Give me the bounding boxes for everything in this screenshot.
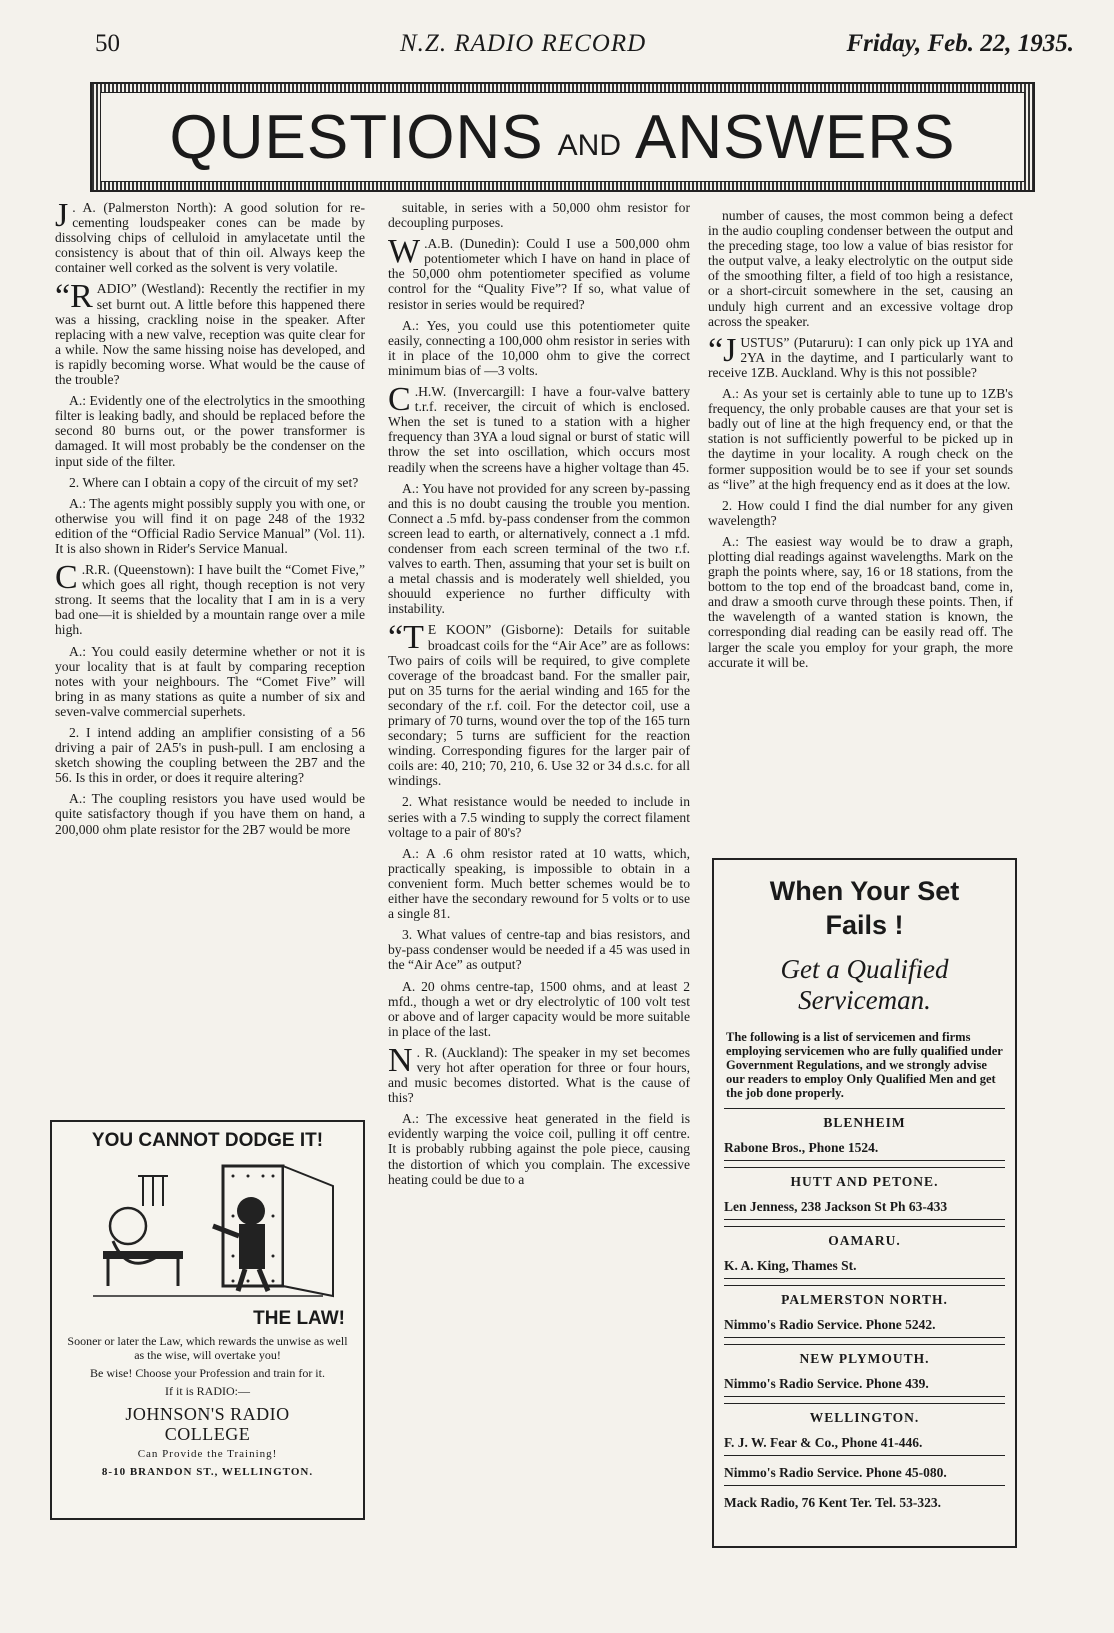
ad-service-headline-1: When Your Set: [769, 876, 960, 906]
paragraph-text: suitable, in series with a 50,000 ohm resistor for decoupling purposes.: [388, 200, 690, 231]
ad-service-subhead-2: Serviceman.: [798, 985, 931, 1015]
article-paragraph: [55, 644, 365, 719]
paragraph-text: A.: A .6 ohm resistor rated at 10 watts, which, practically speaking, is impossible to obtain in a convenient form. Much better schemes would be to either have the secondary rewound for 5 volts or to use a single 81.: [388, 845, 690, 922]
town-heading: PALMERSTON NORTH.: [724, 1285, 1005, 1308]
article-paragraph: [388, 1041, 690, 1106]
qualified-serviceman-ad: [712, 858, 1017, 1548]
paragraph-text: 2. I intend adding an amplifier consisting of a 56 driving a pair of 2A5's in push-pull. I am enclosing a sketch showing the coupling between the 2B7 and the 56. Is this in order, or does it require altering?: [55, 725, 365, 786]
article-paragraph: [55, 278, 365, 388]
article-paragraph: [388, 794, 690, 839]
paragraph-text: A.: Yes, you could use this potentiometer quite easily, connecting a 100,000 ohm resistor in series with it in place of the 10,000 ohm to give the correct minimum bias of —3 volts.: [388, 317, 690, 378]
article-paragraph: [388, 200, 690, 230]
article-paragraph: [55, 496, 365, 556]
page-number: 50: [95, 30, 120, 57]
ad-college-body-1: Sooner or later the Law, which rewards the unwise as well as the wise, will overtake you!: [67, 1334, 348, 1362]
article-paragraph: [388, 979, 690, 1039]
paragraph-text: A.: The agents might possibly supply you with one, or otherwise you will find it on page 248 of the 1932 edition of the “Official Radio Service Manual” (Vol. 11). It is also shown in Rider's Service Manual.: [55, 495, 365, 556]
ad-service-intro: The following is a list of servicemen and firms employing servicemen who are fully qualified under Government Regulations, and we strongly advise our readers to employ Only Qualified Men and get the job done properly.: [726, 1030, 1003, 1100]
town-heading: WELLINGTON.: [724, 1403, 1005, 1426]
paragraph-text: .A.B. (Dunedin): Could I use a 500,000 ohm potentiometer which I have on hand in place of the 50,000 ohm potentiometer specified as volume control for the “Quality Five”? If so, what value of resistor in series would be required?: [388, 236, 690, 312]
paragraph-text: A.: You have not provided for any screen by-passing and this is no doubt causing the trouble you mention. Connect a .5 mfd. by-pass condenser from the common screen lead to earth, or alternatively, connect a .1 mfd. condenser from each screen terminal of the two r.f. valves to earth. Then, assuming that your set is built on a metal chassis and is moderately well shielded, you shouuld experience no further difficulty with instability.: [388, 480, 690, 617]
paragraph-text: . A. (Palmerston North): A good solution for re-cementing loudspeaker cones can be made by dissolving chips of celluloid in amylacetate until the consistency is about that of thin oil. Always keep the container well corked as the solvent is very volatile.: [55, 200, 365, 276]
paragraph-text: A.: As your set is certainly able to tune up to 1ZB's frequency, the only probable causes are that your set is badly out of line at the high frequency end, or that the station is not sufficiently powerful to be picked up in the daytime in your locality. A rough check on the former supposition would be to see if your set sounds as “live” at the high frequency end as it does at the low.: [708, 386, 1013, 492]
drop-cap: “J: [708, 331, 737, 369]
paragraph-text: 2. What resistance would be needed to include in series with a 7.5 winding to supply the correct filament voltage to a pair of 80's?: [388, 794, 690, 840]
article-paragraph: [55, 475, 365, 490]
article-paragraph: [388, 927, 690, 972]
paragraph-text: 3. What values of centre-tap and bias resistors, and by-pass condenser would be needed if a 45 was used in the “Air Ace” as output?: [388, 927, 690, 973]
drop-cap: “R: [55, 278, 93, 316]
dealer-entry: Rabone Bros., Phone 1524.: [724, 1131, 1005, 1161]
ad-service-headline-2: Fails !: [825, 910, 904, 940]
ad-college-name-1: JOHNSON'S RADIO: [125, 1404, 290, 1424]
drop-cap: C: [388, 381, 411, 419]
town-heading: HUTT AND PETONE.: [724, 1167, 1005, 1190]
banner-word-and: AND: [557, 129, 622, 162]
ad-college-body-3: If it is RADIO:—: [165, 1384, 250, 1398]
banner-word-questions: QUESTIONS: [169, 102, 544, 172]
dealer-entry: Len Jenness, 238 Jackson St Ph 63-433: [724, 1190, 1005, 1220]
article-paragraph: [388, 1111, 690, 1186]
ad-college-headline: YOU CANNOT DODGE IT!: [91, 1130, 324, 1151]
drop-cap: “T: [388, 619, 424, 657]
dealer-directory: [724, 1108, 1005, 1515]
article-paragraph: [388, 318, 690, 378]
paragraph-text: .H.W. (Invercargill: I have a four-valve battery t.r.f. receiver, the circuit of which is enclosed. When the set is tuned to a station with a higher frequency than 3YA a loud signal or burst of static will throw the set into oscillation, which occurs most readily when the screens have a higher voltage than 45.: [388, 384, 690, 475]
article-paragraph: [55, 559, 365, 638]
banner-inner: [100, 92, 1025, 182]
dealer-entry: Mack Radio, 76 Kent Ter. Tel. 53-323.: [724, 1495, 942, 1510]
banner-word-answers: ANSWERS: [635, 102, 956, 172]
town-heading: OAMARU.: [724, 1226, 1005, 1249]
dealer-entry: F. J. W. Fear & Co., Phone 41-446.: [724, 1426, 1005, 1456]
paragraph-text: 2. How could I find the dial number for any given wavelength?: [708, 497, 1013, 528]
article-paragraph: [55, 791, 365, 836]
ad-service-subhead-1: Get a Qualified: [780, 954, 949, 984]
article-paragraph: [708, 498, 1013, 528]
article-paragraph: [388, 233, 690, 312]
ad-college-name-2: COLLEGE: [164, 1424, 251, 1444]
paragraph-text: USTUS” (Putaruru): I can only pick up 1YA and 2YA in the daytime, and I particularly want to receive 1ZB. Auckland. Why is this not possible?: [708, 334, 1013, 380]
town-heading: BLENHEIM: [724, 1108, 1005, 1131]
paragraph-text: A.: Evidently one of the electrolytics in the smoothing filter is leaking badly, and should be replaced before the second 80 burns out, or the power transformer is damaged. It will most probably be the condenser on the input side of the filter.: [55, 393, 365, 469]
drop-cap: W: [388, 233, 421, 271]
ad-college-body-2: Be wise! Choose your Profession and train for it.: [90, 1366, 325, 1380]
drop-cap: C: [55, 559, 78, 597]
ad-college-address: 8-10 BRANDON ST., WELLINGTON.: [101, 1466, 314, 1478]
article-paragraph: [708, 208, 1013, 329]
drop-cap: N: [388, 1041, 413, 1079]
ad-college-tagline: Can Provide the Training!: [137, 1448, 278, 1460]
article-column-2: [388, 200, 690, 1193]
cartoon-illustration: [73, 1156, 343, 1306]
article-column-3: [708, 208, 1013, 676]
paragraph-text: 2. Where can I obtain a copy of the circuit of my set?: [69, 474, 359, 490]
drop-cap: J: [55, 197, 69, 234]
article-paragraph: [388, 381, 690, 475]
article-column-1: [55, 197, 365, 843]
dealer-entry: Nimmo's Radio Service. Phone 45-080.: [724, 1456, 1005, 1486]
article-paragraph: [708, 534, 1013, 670]
paragraph-text: E KOON” (Gisborne): Details for suitable broadcast coils for the “Air Ace” are as follows: Two pairs of coils will be required, to give complete coverage of the broadcast band. For the smaller pair, put on 35 turns for the aerial winding and 165 for the secondary of the r.f. coil. For the detector coil, use a primary of 70 turns, wound over the top of the 165 turn secondary; 5 turns are sufficient for the reaction winding. Corresponding figures for the larger pair of coils are: 40, 210; 70, 210, 6. Use 32 or 34 d.s.c. for all windings.: [388, 622, 690, 789]
article-paragraph: [708, 386, 1013, 492]
paragraph-text: A.: The excessive heat generated in the field is evidently warping the voice coil, pulling it off centre. It is probably rubbing against the pole piece, causing the distortion of which you complain. The excessive heating could be due to a: [388, 1111, 690, 1187]
paragraph-text: . R. (Auckland): The speaker in my set becomes very hot after operation for three or four hours, and music becomes distorted. What is the cause of this?: [388, 1044, 690, 1106]
johnsons-radio-college-ad: [50, 1120, 365, 1520]
article-paragraph: [388, 481, 690, 617]
article-paragraph: [55, 725, 365, 785]
page-header: [95, 30, 1074, 64]
paragraph-text: A.: You could easily determine whether or not it is your locality that is at fault by comparing reception notes with your neighbours. The “Comet Five” will bring in as many stations as quite a number of six and seven-valve commercial superhets.: [55, 643, 365, 719]
paragraph-text: A. 20 ohms centre-tap, 1500 ohms, and at least 2 mfd., though a wet or dry electrolytic of 100 volt test or above and of larger capacity would be more suitable in place of the last.: [388, 978, 690, 1039]
dealer-entry: Nimmo's Radio Service. Phone 439.: [724, 1367, 1005, 1397]
article-paragraph: [388, 619, 690, 789]
town-heading: NEW PLYMOUTH.: [724, 1344, 1005, 1367]
ad-college-caption: THE LAW!: [253, 1308, 345, 1329]
article-paragraph: [55, 393, 365, 468]
publication-title: N.Z. RADIO RECORD: [400, 30, 647, 57]
issue-date: Friday, Feb. 22, 1935.: [846, 30, 1074, 57]
paragraph-text: .R.R. (Queenstown): I have built the “Comet Five,” which goes all right, though reception is not very strong. It seems that the locality that I am in is a very bad one—it is shielded by a mountain range over a mile high.: [55, 562, 365, 638]
section-banner: [90, 82, 1035, 192]
article-paragraph: [708, 331, 1013, 380]
dealer-entry: Nimmo's Radio Service. Phone 5242.: [724, 1308, 1005, 1338]
dealer-entry: K. A. King, Thames St.: [724, 1249, 1005, 1279]
paragraph-text: A.: The easiest way would be to draw a graph, plotting dial readings against wavelengths. Mark on the graph the points where, say, 16 or 18 stations, from the bottom to the top end of the broadcast band, come in, and draw a smooth curve through these points. Then, if the wavelength of a wanted station is known, the corresponding dial reading can be easily read off. The larger the scale you employ for your graph, the more accurate it will be.: [708, 533, 1013, 670]
paragraph-text: number of causes, the most common being a defect in the audio coupling condenser between the output and the preceding stage, too low a value of bias resistor for the output valve, a leaky electrolytic on the output side of the smoothing filter, a field of too high a resistance, or a short-circuit somewhere in the set, causing an unduly high current and an excessive voltage drop across the speaker.: [708, 208, 1013, 329]
paragraph-text: ADIO” (Westland): Recently the rectifier in my set burnt out. A little before this happened there was a hissing, crackling noise in the speaker. After replacing with a new valve, reception was quite clear for a while. Now the same hissing noise has developed, and is rapidly becoming worse. What would be the cause of the trouble?: [55, 281, 365, 388]
article-paragraph: [55, 197, 365, 276]
article-paragraph: [388, 846, 690, 921]
paragraph-text: A.: The coupling resistors you have used would be quite satisfactory though if you have them on hand, a 200,000 ohm plate resistor for the 2B7 would be more: [55, 791, 365, 837]
